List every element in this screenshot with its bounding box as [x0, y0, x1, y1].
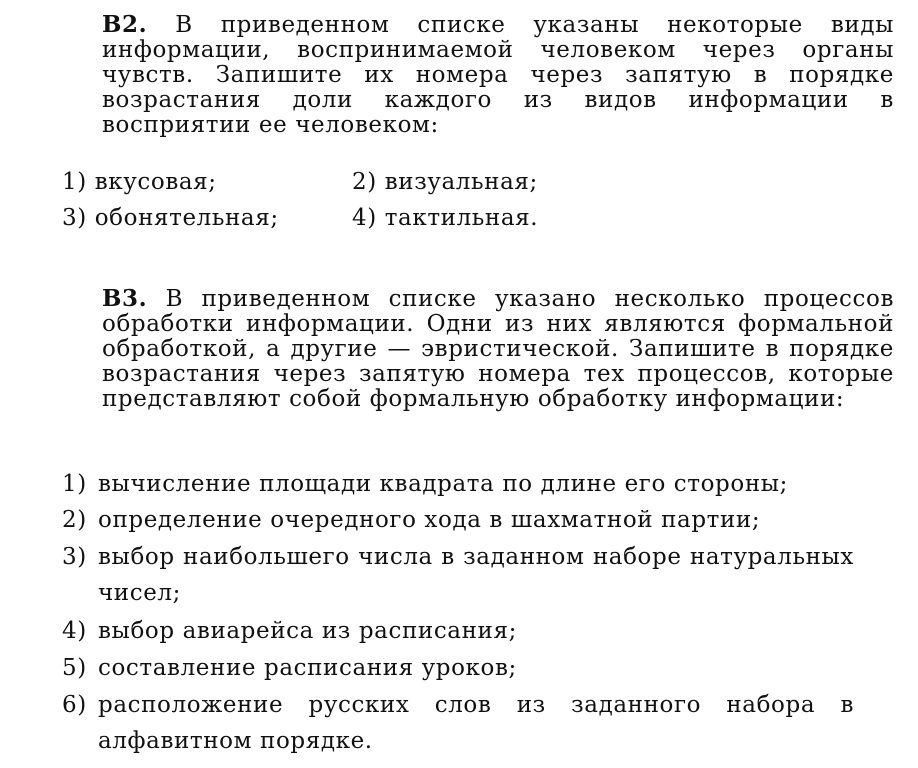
task-b3-item-5 [62, 650, 854, 686]
item-number: 2) [62, 507, 87, 533]
option-text: визуальная; [384, 169, 538, 195]
item-text: выбор авиарейса из расписания; [98, 618, 517, 644]
option-number: 3) [62, 205, 87, 231]
option-number: 2) [352, 169, 377, 195]
item-text: определение очередного хода в шахматной партии; [98, 507, 761, 533]
task-b2-statement [62, 12, 894, 138]
item-number: 3) [62, 544, 87, 570]
task-b3-statement [62, 286, 894, 412]
item-text: вычисление площади квадрата по длине его стороны; [98, 471, 789, 497]
item-text: расположение русских слов из заданного набора в алфавитном порядке. [98, 692, 854, 754]
task-b2-text: В приведенном списке указаны некоторые виды информации, воспринимаемой человеком через органы чувств. Запишите их номера через запятую в порядке возрастания доли каждого из видов информации в восприятии ее человеком: [102, 12, 894, 138]
task-b3-item-2 [62, 502, 854, 538]
task-b2-option-2 [352, 168, 538, 196]
task-b2-option-4 [352, 204, 538, 232]
item-text: выбор наибольшего числа в заданном наборе натуральных чисел; [98, 544, 854, 606]
option-number: 1) [62, 169, 87, 195]
item-number: 5) [62, 655, 87, 681]
option-text: обонятельная; [94, 205, 279, 231]
task-b2-label: В2. [102, 11, 148, 38]
option-number: 4) [352, 205, 377, 231]
option-text: тактильная. [384, 205, 539, 231]
task-b3-item-3 [62, 539, 854, 611]
item-number: 6) [62, 692, 87, 718]
task-b3-item-4 [62, 613, 854, 649]
item-text: составление расписания уроков; [98, 655, 517, 681]
item-number: 4) [62, 618, 87, 644]
task-b3-item-1 [62, 466, 854, 502]
task-b3-label: В3. [102, 285, 148, 312]
task-b2-option-3 [62, 204, 279, 232]
task-b2-option-1 [62, 168, 217, 196]
task-b3-text: В приведенном списке указано несколько процессов обработки информации. Одни из них являются формальной обработкой, а другие — эвристической. Запишите в порядке возрастания через запятую номера тех процессов, которые представляют собой формальную обработку информации: [102, 286, 894, 412]
task-b3-item-6 [62, 687, 854, 759]
option-text: вкусовая; [94, 169, 217, 195]
item-number: 1) [62, 471, 87, 497]
